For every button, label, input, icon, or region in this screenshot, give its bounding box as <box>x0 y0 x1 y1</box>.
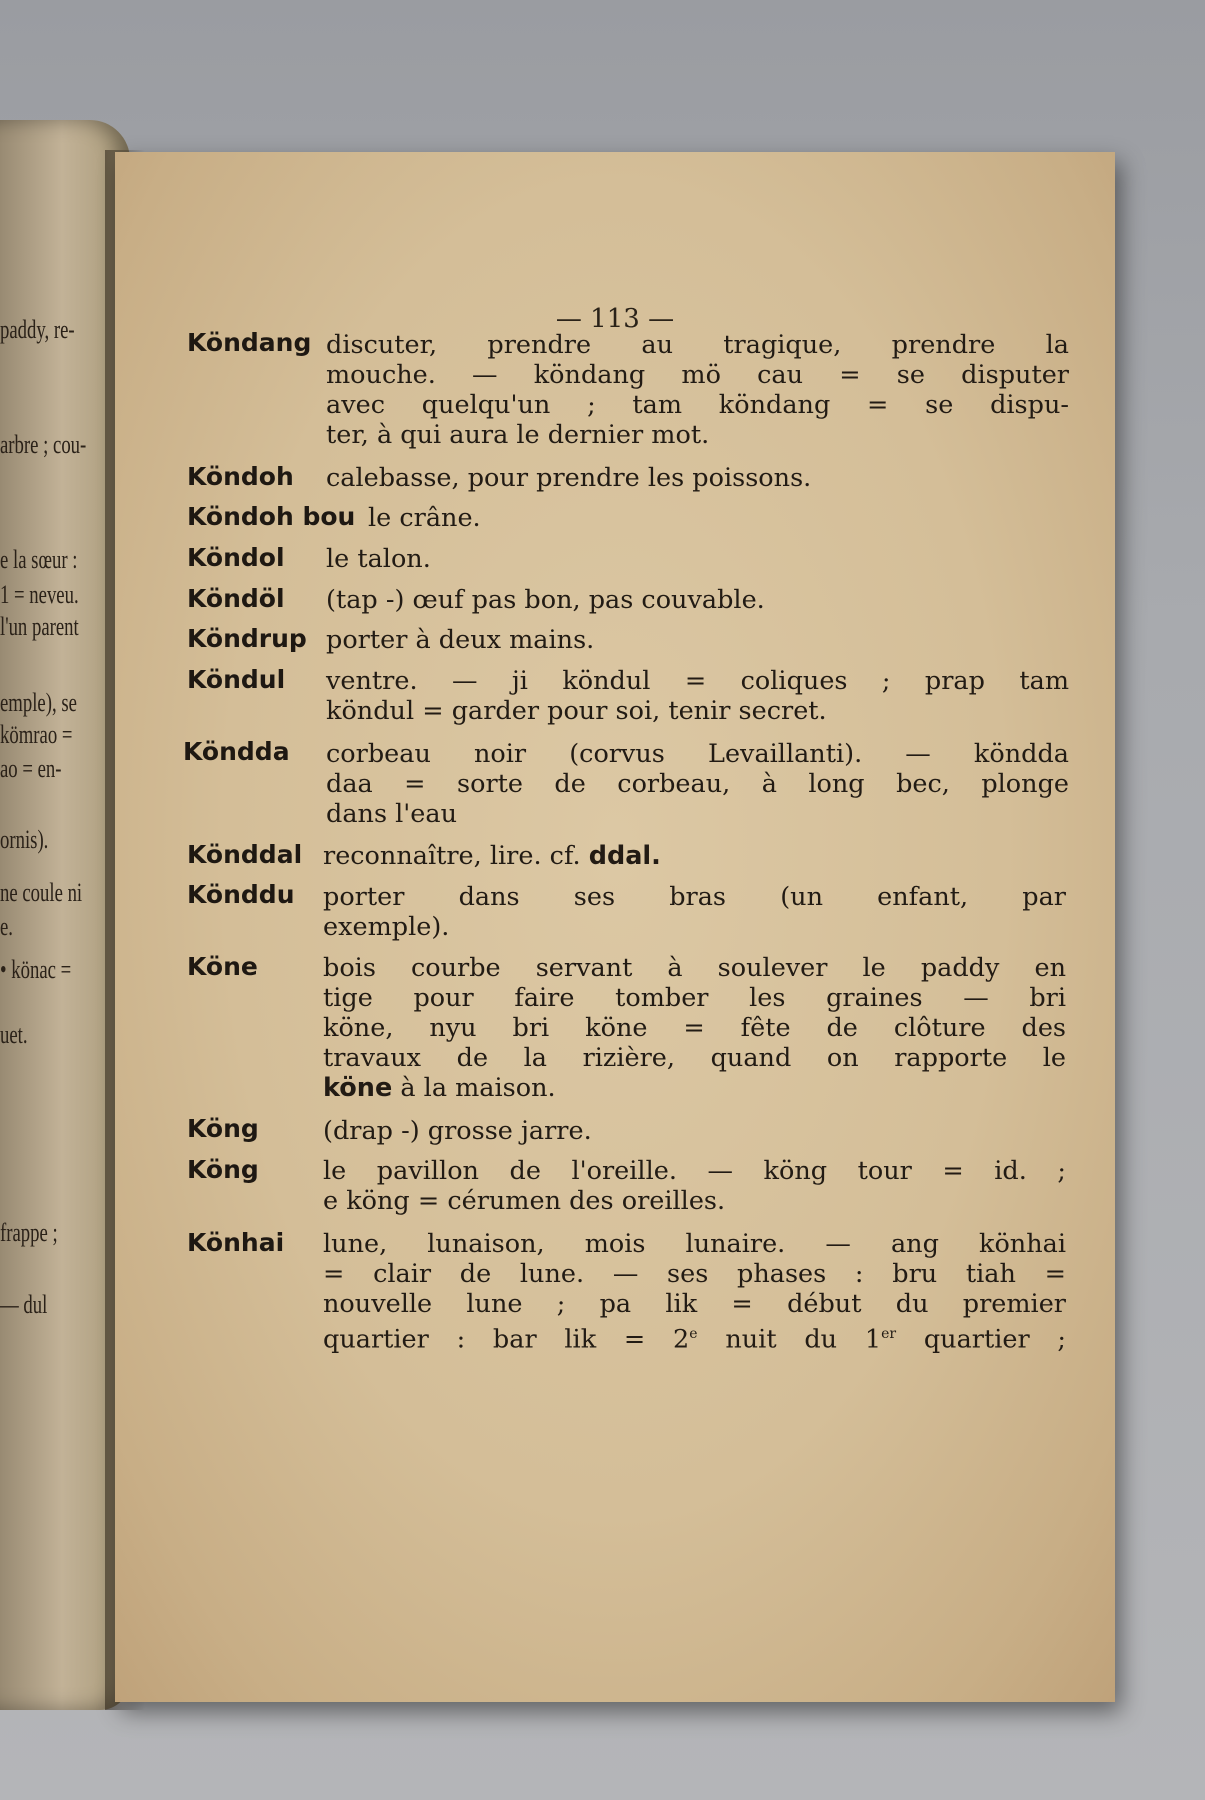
definition-line <box>323 1319 1066 1355</box>
definition-line: le pavillon de l'oreille. — köng tour = id. ; <box>323 1156 1066 1186</box>
definition-line: le crâne. <box>368 503 481 533</box>
left-fragment: ornis). <box>0 825 49 854</box>
definition-line <box>323 1073 1066 1103</box>
definition-text: reconnaître, lire. cf. <box>323 841 581 871</box>
definition-line: avec quelqu'un ; tam köndang = se dispu- <box>326 390 1069 420</box>
dictionary-page <box>115 152 1115 1702</box>
headword: Köndul <box>187 665 286 694</box>
left-fragment: — dul <box>0 1290 48 1319</box>
left-fragment: emple), se <box>0 688 77 717</box>
definition-line: bois courbe servant à soulever le paddy en <box>323 953 1066 983</box>
headword: Köndoh <box>187 462 294 491</box>
headword: Könddal <box>187 840 303 869</box>
definition-line: travaux de la rizière, quand on rapporte le <box>323 1043 1066 1073</box>
definition-line: tige pour faire tomber les graines — bri <box>323 983 1066 1013</box>
headword-reference: köne <box>323 1073 393 1103</box>
superscript: e <box>689 1326 698 1342</box>
definition-line: calebasse, pour prendre les poissons. <box>326 463 812 493</box>
definition-line: nouvelle lune ; pa lik = début du premier <box>323 1289 1066 1319</box>
left-fragment: kömrao = <box>0 720 73 749</box>
definition-line: lune, lunaison, mois lunaire. — ang könhai <box>323 1229 1066 1259</box>
headword: Köndöl <box>187 584 285 613</box>
definition-text: quartier ; <box>896 1324 1066 1355</box>
left-fragment: uet. <box>0 1020 28 1049</box>
definition-line: ter, à qui aura le dernier mot. <box>326 420 710 450</box>
definition-line: köne, nyu bri köne = fête de clôture des <box>323 1013 1066 1043</box>
definition-line: daa = sorte de corbeau, à long bec, plonge <box>326 769 1069 799</box>
headword: Köndrup <box>187 624 307 653</box>
left-fragment: l'un parent <box>0 612 79 641</box>
headword: Könhai <box>187 1228 285 1257</box>
cross-reference: ddal. <box>588 841 661 871</box>
left-fragment: ao = en- <box>0 754 62 783</box>
left-fragment: 1 = neveu. <box>0 580 79 609</box>
definition-line: köndul = garder pour soi, tenir secret. <box>326 696 827 726</box>
left-fragment: e la sœur : <box>0 545 78 574</box>
definition-line: corbeau noir (corvus Levaillanti). — köndda <box>326 739 1069 769</box>
page-number: — 113 — <box>555 304 675 334</box>
headword: Köndang <box>187 328 312 357</box>
left-fragment: e. <box>0 912 13 941</box>
left-fragment: paddy, re- <box>0 315 75 344</box>
definition-line: (drap -) grosse jarre. <box>323 1116 592 1146</box>
headword: Könddu <box>187 880 295 909</box>
superscript: er <box>881 1326 897 1342</box>
headword: Köne <box>187 952 258 981</box>
definition-line: (tap -) œuf pas bon, pas couvable. <box>326 585 765 615</box>
left-fragment: • könac = <box>0 955 72 984</box>
definition-line: ventre. — ji köndul = coliques ; prap tam <box>326 666 1069 696</box>
headword: Köndda <box>183 737 290 766</box>
definition-line: discuter, prendre au tragique, prendre la <box>326 330 1069 360</box>
left-fragment: arbre ; cou- <box>0 430 87 459</box>
definition-line: porter à deux mains. <box>326 625 595 655</box>
headword: Köng <box>187 1114 259 1143</box>
definition-line: porter dans ses bras (un enfant, par <box>323 882 1066 912</box>
definition-line: le talon. <box>326 544 431 574</box>
definition-line: mouche. — köndang mö cau = se disputer <box>326 360 1069 390</box>
definition-text: quartier : bar lik = 2 <box>323 1324 690 1355</box>
definition-line: dans l'eau <box>326 799 458 829</box>
left-fragment: frappe ; <box>0 1218 58 1247</box>
definition-text: nuit du 1 <box>697 1324 882 1355</box>
definition-line: = clair de lune. — ses phases : bru tiah = <box>323 1259 1066 1289</box>
definition-line: exemple). <box>323 912 450 942</box>
definition-text: à la maison. <box>392 1073 556 1103</box>
headword: Köndol <box>187 543 285 572</box>
headword: Köng <box>187 1155 259 1184</box>
definition-line <box>323 841 1066 871</box>
left-fragment: ne coule ni <box>0 878 83 907</box>
definition-line: e köng = cérumen des oreilles. <box>323 1186 726 1216</box>
headword: Köndoh bou <box>187 502 356 531</box>
